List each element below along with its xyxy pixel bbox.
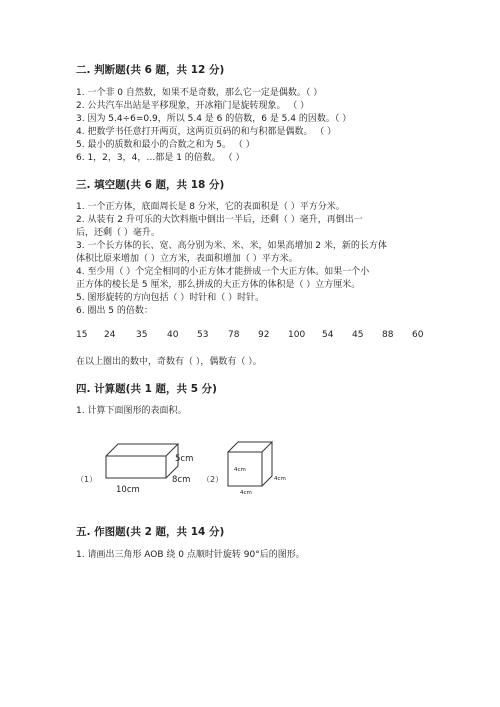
cube-side-label: 4cm: [274, 476, 286, 482]
fill-item-6: 6. 圈出 5 的倍数：: [76, 306, 153, 316]
calc-item-1: 1. 计算下面图形的表面积。: [76, 406, 187, 416]
number-item[interactable]: 60: [412, 330, 424, 340]
number-item[interactable]: 92: [258, 330, 270, 340]
cuboid-height-label: 5cm: [175, 454, 194, 464]
number-row: [76, 330, 436, 342]
cuboid-depth-label: 8cm: [172, 475, 191, 485]
figure-2-label: （2）: [202, 475, 224, 484]
section-5-title: 五. 作图题(共 2 题，共 14 分): [76, 526, 225, 538]
judge-item-5: 5. 最小的质数和最小的合数之和为 5。 （ ）: [76, 140, 255, 150]
figure-1-label: （1）: [76, 475, 98, 484]
fill-item-3: 3. 一个长方体的长、宽、高分别为米、米、米，如果高增加 2 米，新的长方体: [76, 241, 387, 251]
fill-item-4: 4. 至少用（ ）个完全相同的小正方体才能拼成一个大正方体。如果一个小: [76, 267, 370, 277]
number-item[interactable]: 54: [322, 330, 334, 340]
cube-bottom-label: 4cm: [240, 490, 252, 496]
number-item[interactable]: 88: [382, 330, 394, 340]
cube-front-label: 4cm: [234, 467, 246, 473]
number-item[interactable]: 40: [167, 330, 179, 340]
number-item[interactable]: 15: [76, 330, 88, 340]
judge-item-1: 1. 一个非 0 自然数，如果不是奇数，那么它一定是偶数。（ ）: [76, 88, 323, 98]
fill-item-4-cont: 正方体的棱长是 5 厘米，那么拼成的大正方体的体积是（ ）立方厘米。: [76, 280, 361, 290]
number-item[interactable]: 100: [288, 330, 306, 340]
fill-item-5: 5. 图形旋转的方向包括（ ）时针和（ ）时针。: [76, 293, 265, 303]
judge-item-4: 4. 把数学书任意打开两页，这两页页码的和与积都是偶数。 （ ）: [76, 127, 337, 137]
judge-item-3: 3. 因为 5.4÷6=0.9，所以 5.4 是 6 的倍数，6 是 5.4 的因数。（ ）: [76, 114, 352, 124]
figures-svg: [76, 436, 306, 498]
number-item[interactable]: 24: [104, 330, 116, 340]
draw-item-1: 1. 请画出三角形 AOB 绕 0 点顺时针旋转 90°后的图形。: [76, 550, 305, 560]
section-3-title: 三. 填空题(共 6 题，共 18 分): [76, 179, 225, 191]
number-item[interactable]: 45: [352, 330, 364, 340]
fill-item-1: 1. 一个正方体，底面周长是 8 分米，它的表面积是（ ）平方分米。: [76, 202, 345, 212]
judge-item-6: 6. 1，2，3，4，…都是 1 的倍数。 （ ）: [76, 153, 245, 163]
number-item[interactable]: 78: [228, 330, 240, 340]
cuboid-length-label: 10cm: [116, 485, 140, 495]
number-item[interactable]: 53: [197, 330, 209, 340]
surface-area-figures: [76, 436, 306, 498]
fill-item-3-cont: 体积比原来增加（ ）立方米，表面积增加（ ）平方米。: [76, 254, 298, 264]
odd-even-line: 在以上圈出的数中，奇数有（ ），偶数有（ ）。: [76, 357, 262, 367]
fill-item-2: 2. 从装有 2 升可乐的大饮料瓶中倒出一半后，还剩（ ）毫升，再倒出一: [76, 215, 363, 225]
cube-figure: [228, 442, 272, 486]
cuboid-figure: [106, 444, 178, 478]
fill-item-2-cont: 后，还剩（ ）毫升。: [76, 228, 160, 238]
section-4-title: 四. 计算题(共 1 题，共 5 分): [76, 383, 217, 395]
section-2-title: 二. 判断题(共 6 题，共 12 分): [76, 64, 225, 76]
number-item[interactable]: 35: [136, 330, 148, 340]
judge-item-2: 2. 公共汽车出站是平移现象，开冰箱门是旋转现象。 （ ）: [76, 101, 310, 111]
